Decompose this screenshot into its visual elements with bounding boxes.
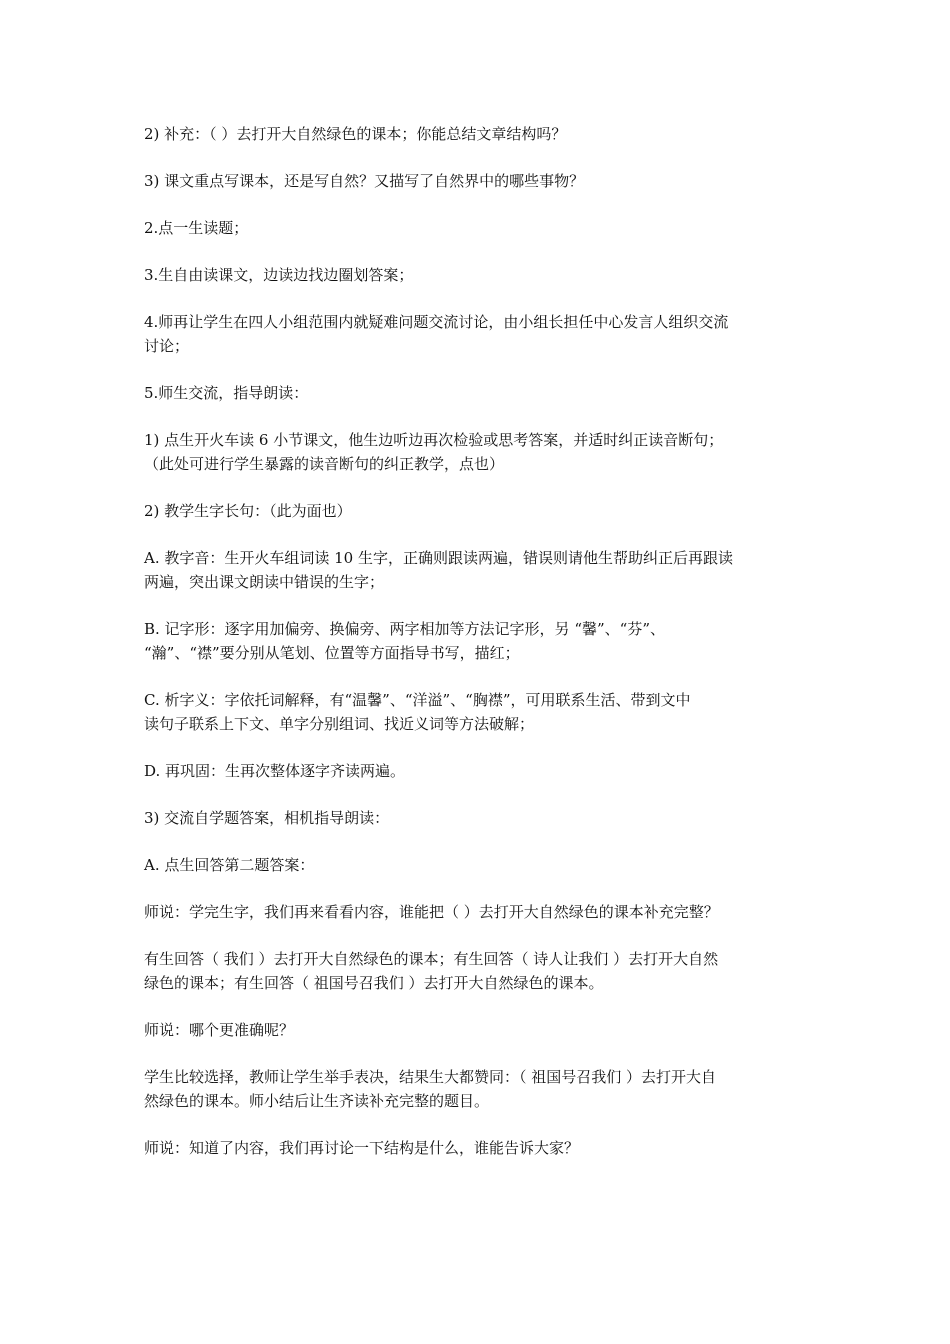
paragraph	[144, 310, 810, 358]
paragraph-line: A. 点生回答第二题答案：	[144, 856, 315, 874]
paragraph-line: 师说：学完生字，我们再来看看内容，谁能把（ ）去打开大自然绿色的课本补充完整？	[144, 903, 719, 921]
paragraph-line: 师说：哪个更准确呢？	[144, 1021, 295, 1039]
paragraph-line: 2) 教学生字长句：（此为面也）	[144, 502, 352, 520]
paragraph-line: 3.生自由读课文，边读边找边圈划答案；	[144, 266, 414, 284]
paragraph-line: 师说：知道了内容，我们再讨论一下结构是什么，谁能告诉大家？	[144, 1139, 580, 1157]
paragraph-line: （此处可进行学生暴露的读音断句的纠正教学，点也）	[144, 455, 505, 473]
paragraph	[144, 169, 810, 193]
paragraph	[144, 947, 810, 995]
paragraph-line: 讨论；	[144, 337, 190, 355]
paragraph-line: 4.师再让学生在四人小组范围内就疑难问题交流讨论，由小组长担任中心发言人组织交流	[144, 313, 729, 331]
paragraph	[144, 122, 810, 146]
document-body	[144, 122, 810, 1183]
paragraph-line: A. 教字音：生开火车组词读 10 生字，正确则跟读两遍，错误则请他生帮助纠正后再跟读	[144, 549, 733, 567]
paragraph-line: 2.点一生读题；	[144, 219, 249, 237]
paragraph	[144, 1018, 810, 1042]
paragraph-line: D. 再巩固：生再次整体逐字齐读两遍。	[144, 762, 406, 780]
paragraph	[144, 263, 810, 287]
paragraph-line: “瀚”、“襟”要分别从笔划、位置等方面指导书写，描红；	[144, 644, 520, 662]
paragraph-line: 绿色的课本；有生回答（ 祖国号召我们 ）去打开大自然绿色的课本。	[144, 974, 604, 992]
paragraph	[144, 1136, 810, 1160]
paragraph	[144, 617, 810, 665]
paragraph	[144, 688, 810, 736]
paragraph	[144, 428, 810, 476]
paragraph	[144, 900, 810, 924]
paragraph	[144, 381, 810, 405]
paragraph-line: 有生回答（ 我们 ）去打开大自然绿色的课本；有生回答（ 诗人让我们 ）去打开大自然	[144, 950, 719, 968]
paragraph	[144, 759, 810, 783]
paragraph	[144, 546, 810, 594]
paragraph-line: 1) 点生开火车读 6 小节课文，他生边听边再次检验或思考答案，并适时纠正读音断句；	[144, 431, 724, 449]
paragraph-line: 然绿色的课本。师小结后让生齐读补充完整的题目。	[144, 1092, 490, 1110]
paragraph	[144, 853, 810, 877]
paragraph	[144, 806, 810, 830]
paragraph-line: B. 记字形：逐字用加偏旁、换偏旁、两字相加等方法记字形，另 “馨”、“芬”、	[144, 620, 666, 638]
paragraph	[144, 499, 810, 523]
paragraph-line: 5.师生交流，指导朗读：	[144, 384, 309, 402]
paragraph-line: C. 析字义：字依托词解释，有“温馨”、“洋溢”、“胸襟”，可用联系生活、带到文中	[144, 691, 691, 709]
paragraph-line: 两遍，突出课文朗读中错误的生字；	[144, 573, 385, 591]
paragraph-line: 3) 交流自学题答案，相机指导朗读：	[144, 809, 390, 827]
paragraph-line: 2) 补充：（ ）去打开大自然绿色的课本；你能总结文章结构吗？	[144, 125, 567, 143]
paragraph-line: 读句子联系上下文、单字分别组词、找近义词等方法破解；	[144, 715, 535, 733]
paragraph-line: 3) 课文重点写课本，还是写自然？又描写了自然界中的哪些事物？	[144, 172, 585, 190]
paragraph-line: 学生比较选择，教师让学生举手表决，结果生大都赞同：（ 祖国号召我们 ）去打开大自	[144, 1068, 717, 1086]
paragraph	[144, 1065, 810, 1113]
paragraph	[144, 216, 810, 240]
